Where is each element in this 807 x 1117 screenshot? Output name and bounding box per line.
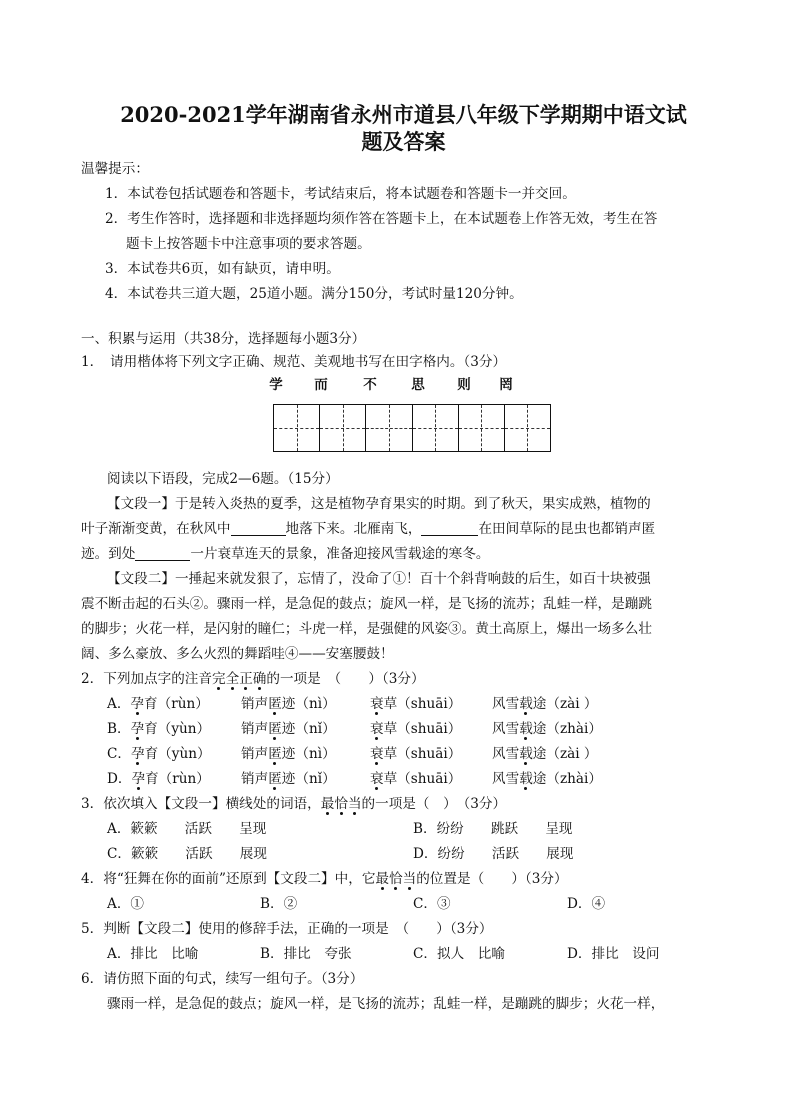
grid-cell[interactable] bbox=[505, 405, 550, 451]
title-line-1: 2020-2021学年湖南省永州市道县八年级下学期期中语文试 bbox=[120, 102, 687, 127]
question-3-option-b[interactable]: B．纷纷 跳跃 呈现 bbox=[413, 821, 573, 837]
grid-cell[interactable] bbox=[274, 405, 320, 451]
grid-char: 不 bbox=[363, 377, 377, 393]
grid-cell[interactable] bbox=[459, 405, 505, 451]
question-3-option-a[interactable]: A．簌簌 活跃 呈现 bbox=[107, 821, 267, 837]
tip-3: 3．本试卷共6页，如有缺页，请申明。 bbox=[105, 261, 340, 277]
question-5-option-c[interactable]: C．拟人 比喻 bbox=[413, 946, 505, 962]
grid-char: 思 bbox=[411, 377, 425, 393]
tip-4: 4．本试卷共三道大题，25道小题。满分150分，考试时量120分钟。 bbox=[105, 286, 523, 302]
question-5-stem: 5．判断【文段二】使用的修辞手法，正确的一项是 （ ）（3分） bbox=[81, 921, 493, 937]
passage-2-line-2: 震不断击起的石头②。骤雨一样，是急促的鼓点；旋风一样，是飞扬的流苏；乱蛙一样，是蹦跳 bbox=[81, 596, 652, 612]
question-4-stem: 4．将“狂舞在你的面前”还原到【文段二】中，它最恰当的位置是（ ）（3分） bbox=[81, 871, 568, 887]
question-2-stem: 2．下列加点字的注音完全正确的一项是 （ ）（3分） bbox=[81, 671, 425, 687]
grid-cell[interactable] bbox=[366, 405, 412, 451]
question-6-stem: 6．请仿照下面的句式，续写一组句子。（3分） bbox=[81, 971, 364, 987]
question-5-option-a[interactable]: A．排比 比喻 bbox=[107, 946, 199, 962]
fill-blank-3[interactable] bbox=[135, 544, 190, 561]
passage-1-line-3: 迹。到处 一片衰草连天的景象，准备迎接风雪载途的寒冬。 bbox=[81, 546, 490, 562]
passage-2-line-4: 阔、多么豪放、多么火烈的舞蹈哇④——安塞腰鼓！ bbox=[81, 646, 394, 662]
fill-blank-1[interactable] bbox=[231, 519, 286, 536]
question-5-option-d[interactable]: D．排比 设问 bbox=[567, 946, 660, 962]
question-4-option-c[interactable]: C．③ bbox=[413, 896, 451, 912]
tip-2-cont: 题卡上按答题卡中注意事项的要求答题。 bbox=[126, 236, 371, 252]
document-title bbox=[70, 101, 737, 155]
question-3-option-c[interactable]: C．簌簌 活跃 展现 bbox=[107, 846, 267, 862]
tianzige-writing-grid[interactable] bbox=[273, 404, 551, 452]
grid-char: 学 bbox=[269, 377, 283, 393]
title-line-2: 题及答案 bbox=[361, 129, 446, 154]
passage-2-line-1: 【文段二】一捶起来就发狠了，忘情了，没命了①！百十个斜背响鼓的后生，如百十块被强 bbox=[107, 571, 651, 587]
question-3-option-d[interactable]: D．纷纷 活跃 展现 bbox=[413, 846, 574, 862]
fill-blank-2[interactable] bbox=[421, 519, 478, 536]
question-3-stem: 3．依次填入【文段一】横线处的词语，最恰当的一项是（ ） （3分） bbox=[81, 796, 507, 812]
grid-char: 罔 bbox=[499, 377, 513, 393]
question-4-option-d[interactable]: D．④ bbox=[567, 896, 606, 912]
question-5-option-b[interactable]: B．排比 夸张 bbox=[260, 946, 352, 962]
tip-2: 2．考生作答时，选择题和非选择题均须作答在答题卡上，在本试题卷上作答无效，考生在答 bbox=[105, 211, 658, 227]
tips-label: 温馨提示： bbox=[81, 161, 149, 177]
question-1: 1． 请用楷体将下列文字正确、规范、美观地书写在田字格内。（3分） bbox=[81, 354, 507, 370]
passage-2-line-3: 的脚步；火花一样，是闪射的瞳仁；斗虎一样，是强健的风姿③。黄土高原上，爆出一场多么壮 bbox=[81, 621, 652, 637]
question-6-example: 骤雨一样，是急促的鼓点；旋风一样，是飞扬的流苏；乱蛙一样，是蹦跳的脚步；火花一样， bbox=[107, 996, 665, 1012]
passage-1-line-2: 叶子渐渐变黄，在秋风中 地落下来。北雁南飞， 在田间草际的昆虫也都销声匿 bbox=[81, 521, 656, 537]
grid-cell[interactable] bbox=[413, 405, 459, 451]
grid-char: 而 bbox=[314, 377, 328, 393]
grid-cell[interactable] bbox=[320, 405, 366, 451]
section-1-heading: 一、积累与运用（共38分，选择题每小题3分） bbox=[81, 331, 366, 347]
question-4-option-a[interactable]: A．① bbox=[107, 896, 145, 912]
exam-page: 2020-2021学年湖南省永州市道县八年级下学期期中语文试 题及答案 温馨提示： 1．本试卷包括试题卷和答题卡，考试结束后，将本试题卷和答题卡一并交回。 2．考生作答时，选择题和非选择题均须作答在答题卡上，在本试题卷上作答无效，考生在答 题卡上按答题卡中注意事项的要求答题。 3．本试卷共6页，如有缺页，请申明。 4．本试卷共三道大题，25道小题。满分150分，考试时量120分钟。 一、积累与运用（共38分，选择题每小题3分） 1． 请用楷体将下列文字正确、规范、美观地书写在田字格内。（3分） 学 而 不 思 则 罔 阅读以下语段，完成2—6题。（15分） 【文段一】于是转入炎热的夏季，这是植物孕育果实的时期。到了秋天，果实成熟，植物的 叶子渐渐变黄，在秋风中 地落下来。北雁南飞， 在田间草际的昆虫也都销声匿 迹。到处 一片衰草连天的景象，准备迎接风雪载途的寒冬。 【文段二】一捶起来就发狠了，忘情了，没命了①！百十个斜背响鼓的后生，如百十块被强 震不断击起的石头②。骤雨一样，是急促的鼓点；旋风一样，是飞扬的流苏；乱蛙一样，是蹦跳 的脚步；火花一样，是闪射的瞳仁；斗虎一样，是强健的风姿③。黄土高原上，爆出一场多么壮 阔、多么豪放、多么火烈的舞蹈哇④——安塞腰鼓！ 2．下列加点字的注音完全正确的一项是 （ ）（3分） A．孕育（rùn） 销声匿迹（nì） 衰草（shuāi） 风雪载途（zài ） B．孕育（yùn） 销声匿迹（nǐ） 衰草（shuāi） 风雪载途（zhài） C．孕育（yùn） 销声匿迹（nì） 衰草（shuāi） 风雪载途（zài ） D．孕育（rùn） 销声匿迹（nǐ） 衰草（shuāi） 风雪载途（zhài） 3．依次填入【文段一】横线处的词语，最恰当的一项是（ ） （3分） A．簌簌 活跃 呈现 B．纷纷 跳跃 呈现 C．簌簌 活跃 展现 D．纷纷 活跃 展现 4．将“狂舞在你的面前”还原到【文段二】中，它最恰当的位置是（ ）（3分） A．① B．② C．③ D．④ 5．判断【文段二】使用的修辞手法，正确的一项是 （ ）（3分） A．排比 比喻 B．排比 夸张 C．拟人 比喻 D．排比 设问 6．请仿照下面的句式，续写一组句子。（3分） 骤雨一样，是急促的鼓点；旋风一样，是飞扬的流苏；乱蛙一样，是蹦跳的脚步；火花一样， bbox=[0, 0, 807, 1117]
tip-1: 1．本试卷包括试题卷和答题卡，考试结束后，将本试题卷和答题卡一并交回。 bbox=[105, 186, 576, 202]
question-4-option-b[interactable]: B．② bbox=[260, 896, 298, 912]
dotted-emphasis: 完全正确 bbox=[212, 671, 267, 687]
reading-intro: 阅读以下语段，完成2—6题。（15分） bbox=[107, 471, 339, 487]
passage-1-line-1: 【文段一】于是转入炎热的夏季，这是植物孕育果实的时期。到了秋天，果实成熟，植物的 bbox=[107, 496, 651, 512]
grid-char: 则 bbox=[457, 377, 471, 393]
